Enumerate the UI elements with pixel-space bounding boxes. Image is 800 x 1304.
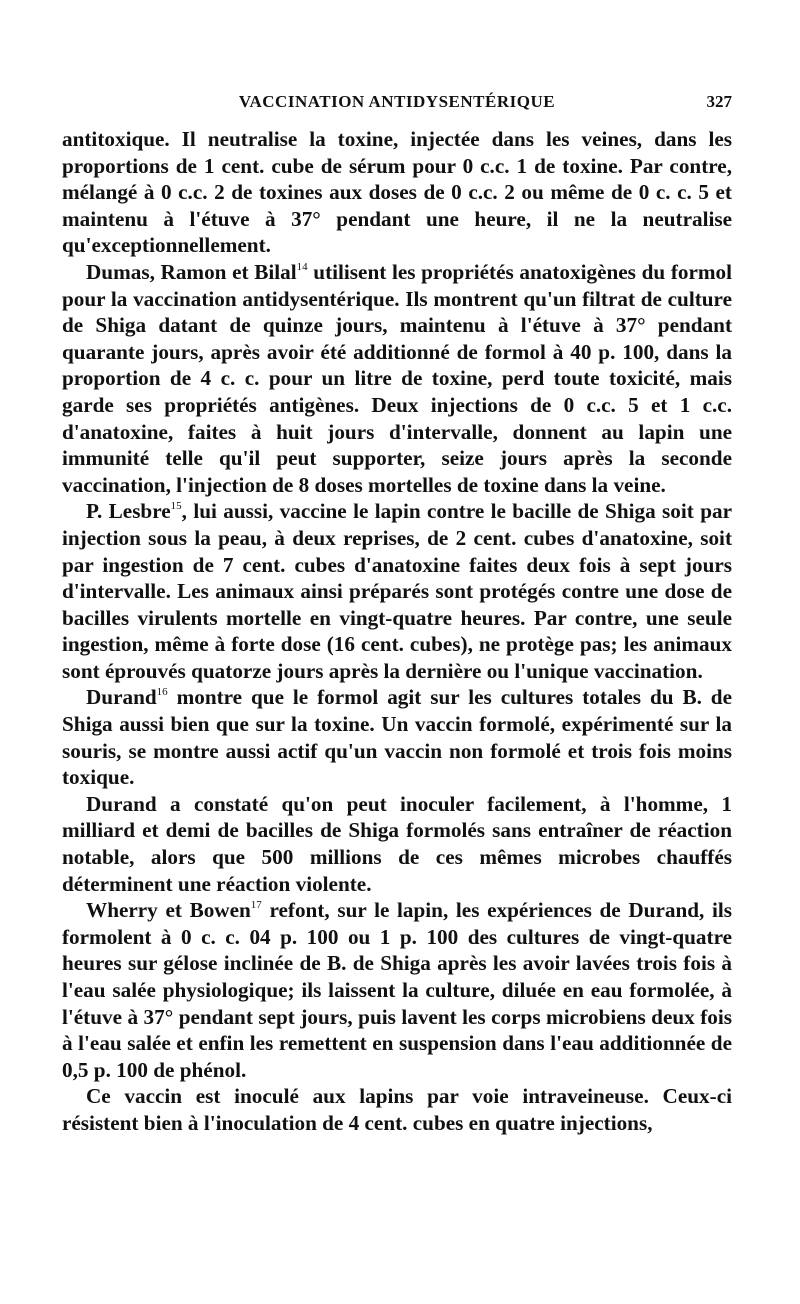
paragraph-lead: Wherry et Bowen	[86, 898, 251, 923]
book-page	[62, 88, 732, 1137]
paragraph-5	[62, 791, 732, 897]
footnote-ref: 17	[250, 899, 262, 912]
running-header	[62, 88, 732, 118]
paragraph-text: Durand a constaté qu'on peut inoculer facilement, à l'homme, 1 milliard et demi de bacilles de Shiga formolés sans entraîner de réaction notable, alors que 500 millions de ces mêmes microbes chauffés déterminent une réaction violente.	[62, 791, 732, 896]
paragraph-2	[62, 259, 732, 498]
paragraph-7	[62, 1083, 732, 1136]
running-title: VACCINATION ANTIDYSENTÉRIQUE	[238, 92, 556, 111]
footnote-ref: 15	[170, 500, 182, 513]
paragraph-text: montre que le formol agit sur les cultures totales du B. de Shiga aussi bien que sur la toxine. Un vaccin formolé, expérimenté sur la souris, se montre aussi actif qu'un vaccin non formolé et trois fois moins toxique.	[62, 685, 732, 790]
paragraph-lead: P. Lesbre	[86, 499, 171, 524]
paragraph-1	[62, 126, 732, 259]
paragraph-lead: Durand	[86, 685, 157, 710]
paragraph-3	[62, 498, 732, 684]
paragraph-text: utilisent les propriétés anatoxigènes du formol pour la vaccination antidysentérique. Ils montrent qu'un filtrat de culture de Shiga datant de quinze jours, maintenu à l'étuve à 37° pendant quarante jours, après avoir été additionné de formol à 40 p. 100, dans la proportion de 4 c. c. pour un litre de toxine, perd toute toxicité, mais garde ses propriétés antigènes. Deux injections de 0 c.c. 5 et 1 c.c. d'anatoxine, faites à huit jours d'intervalle, donnent au lapin une immunité telle qu'il peut supporter, seize jours après la seconde vaccination, l'injection de 8 doses mortelles de toxine dans la veine.	[62, 259, 733, 497]
footnote-ref: 16	[156, 686, 168, 699]
paragraph-text: Ce vaccin est inoculé aux lapins par voie intraveineuse. Ceux-ci résistent bien à l'inoculation de 4 cent. cubes en quatre injections,	[62, 1084, 732, 1135]
paragraph-text: antitoxique. Il neutralise la toxine, injectée dans les veines, dans les proportions de 1 cent. cube de sérum pour 0 c.c. 1 de toxine. Par contre, mélangé à 0 c.c. 2 de toxines aux doses de 0 c.c. 2 ou même de 0 c. c. 5 et maintenu à l'étuve à 37° pendant une heure, il ne la neutralise qu'exceptionnellement.	[62, 127, 732, 258]
footnote-ref: 14	[296, 260, 308, 273]
page-number: 327	[706, 92, 732, 111]
paragraph-4	[62, 684, 732, 790]
paragraph-text: refont, sur le lapin, les expériences de Durand, ils formolent à 0 c. c. 04 p. 100 ou 1 p. 100 des cultures de vingt-quatre heures sur gélose inclinée de B. de Shiga après les avoir lavées trois fois à l'eau salée physiologique; ils laissent la culture, diluée en eau formolée, à l'étuve à 37° pendant sept jours, puis lavent les corps microbiens deux fois à l'eau salée et enfin les remettent en suspension dans l'eau additionnée de 0,5 p. 100 de phénol.	[62, 898, 733, 1082]
paragraph-lead: Dumas, Ramon et Bilal	[86, 259, 297, 284]
body-text	[62, 126, 732, 1137]
paragraph-text: , lui aussi, vaccine le lapin contre le bacille de Shiga soit par injection sous la peau, à deux reprises, de 2 cent. cubes d'anatoxine, soit par ingestion de 7 cent. cubes d'anatoxine faites deux fois à sept jours d'intervalle. Les animaux ainsi préparés sont protégés contre une dose de bacilles virulents mortelle en vingt-quatre heures. Par contre, une seule ingestion, même à forte dose (16 cent. cubes), ne protège pas; les animaux sont éprouvés quatorze jours après la dernière ou l'unique vaccination.	[62, 499, 732, 683]
paragraph-6	[62, 897, 732, 1083]
